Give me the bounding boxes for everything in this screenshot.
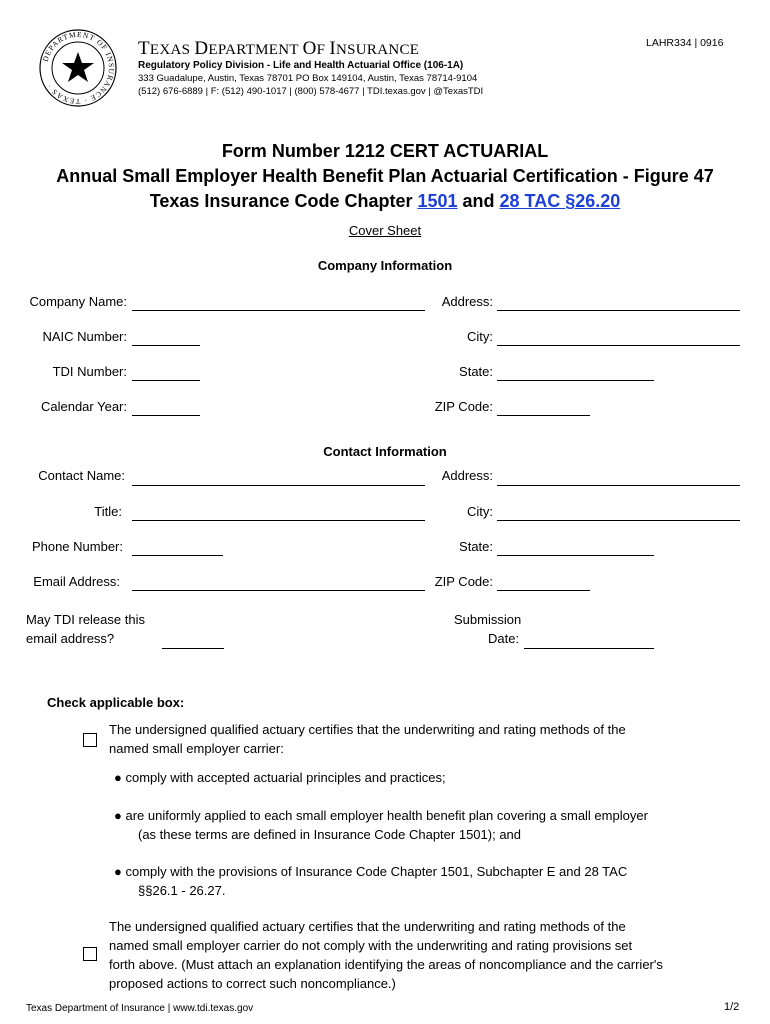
comply-checkbox[interactable] [83,733,97,747]
noncomply-checkbox[interactable] [83,947,97,961]
contact-city-field[interactable] [497,520,740,521]
noncomply-statement: The undersigned qualified actuary certifies that the underwriting and rating methods of the named small employer carrier do not comply with the underwriting and rating provisions set forth above. (Must attach an explanation identifying the areas of noncompliance and the carrier's proposed actions to correct such noncompliance.) [109,919,663,991]
comply-statement: The undersigned qualified actuary certifies that the underwriting and rating methods of the named small employer carrier: [109,722,626,756]
contact-address-field[interactable] [497,485,740,486]
code-reference-title: Texas Insurance Code Chapter 1501 and 28 TAC §26.20 [149,191,621,211]
company-zip-field[interactable] [497,415,590,416]
agency-address: 333 Guadalupe, Austin, Texas 78701 PO Box 149104, Austin, Texas 78714-9104 [138,73,478,84]
agency-contacts: (512) 676-6889 | F: (512) 490-1017 | (800) 578-4677 | TDI.texas.gov | @TexasTDI [138,86,484,97]
contact-info-heading: Contact Information [323,444,447,459]
submission-date-field[interactable] [524,648,654,649]
agency-name: TEXAS DEPARTMENT OF INSURANCE [138,38,420,59]
naic-number-field[interactable] [132,345,200,346]
division-line: Regulatory Policy Division - Life and Health Actuarial Office (106-1A) [138,60,464,71]
company-zip-label: ZIP Code: [434,399,493,414]
form-number-title: Form Number 1212 CERT ACTUARIAL [221,141,549,161]
contact-title-field[interactable] [132,520,425,521]
calendar-year-field[interactable] [132,415,200,416]
contact-city-label: City: [467,504,493,519]
contact-state-label: State: [459,539,493,554]
tac-26-20-link[interactable]: 28 TAC §26.20 [499,191,621,211]
certification-title: Annual Small Employer Health Benefit Plan Actuarial Certification - Figure 47 [56,166,714,186]
form-code: LAHR334 | 0916 [646,37,724,49]
company-city-label: City: [467,329,493,344]
contact-address-label: Address: [441,468,493,483]
phone-number-label: Phone Number: [31,539,123,554]
contact-title-label: Title: [94,504,122,519]
release-email-label-line1: May TDI release this [26,612,145,627]
phone-number-field[interactable] [132,555,223,556]
company-city-field[interactable] [497,345,740,346]
contact-zip-field[interactable] [497,590,590,591]
bullet-chapter-1501-provisions: ● comply with the provisions of Insurance Code Chapter 1501, Subchapter E and 28 TAC §§26.1 - 26.27. [114,864,628,898]
check-box-heading: Check applicable box: [47,695,185,710]
company-address-field[interactable] [497,310,740,311]
company-state-field[interactable] [497,380,654,381]
company-info-heading: Company Information [317,258,453,273]
submission-date-label-line1: Submission [454,612,522,627]
page-number: 1/2 [724,1001,740,1013]
chapter-1501-link[interactable]: 1501 [417,191,458,211]
release-email-field[interactable] [162,648,224,649]
cover-sheet-heading: Cover Sheet [348,223,422,238]
calendar-year-label: Calendar Year: [40,399,127,414]
email-address-label: Email Address: [33,574,120,589]
company-name-label: Company Name: [29,294,127,309]
tdi-seal-logo [38,28,118,108]
tdi-number-field[interactable] [132,380,200,381]
bullet-actuarial-principles: ● comply with accepted actuarial principles and practices; [114,770,446,785]
contact-name-label: Contact Name: [38,468,125,483]
company-state-label: State: [459,364,493,379]
contact-state-field[interactable] [497,555,654,556]
contact-name-field[interactable] [132,485,425,486]
release-email-label-line2: email address? [26,631,115,646]
tdi-number-label: TDI Number: [52,364,127,379]
footer-agency: Texas Department of Insurance | www.tdi.texas.gov [26,1003,254,1014]
bullet-uniformly-applied: ● are uniformly applied to each small employer health benefit plan covering a small employer (as these terms are defined in Insurance Code Chapter 1501); and [114,808,648,842]
contact-zip-label: ZIP Code: [434,574,493,589]
company-address-label: Address: [441,294,493,309]
company-name-field[interactable] [132,310,425,311]
email-address-field[interactable] [132,590,425,591]
submission-date-label-line2: Date: [488,631,520,646]
naic-number-label: NAIC Number: [42,329,127,344]
svg-text:DEPARTMENT OF INSURANCE · TEXA: DEPARTMENT OF INSURANCE · TEXAS · [40,29,117,107]
